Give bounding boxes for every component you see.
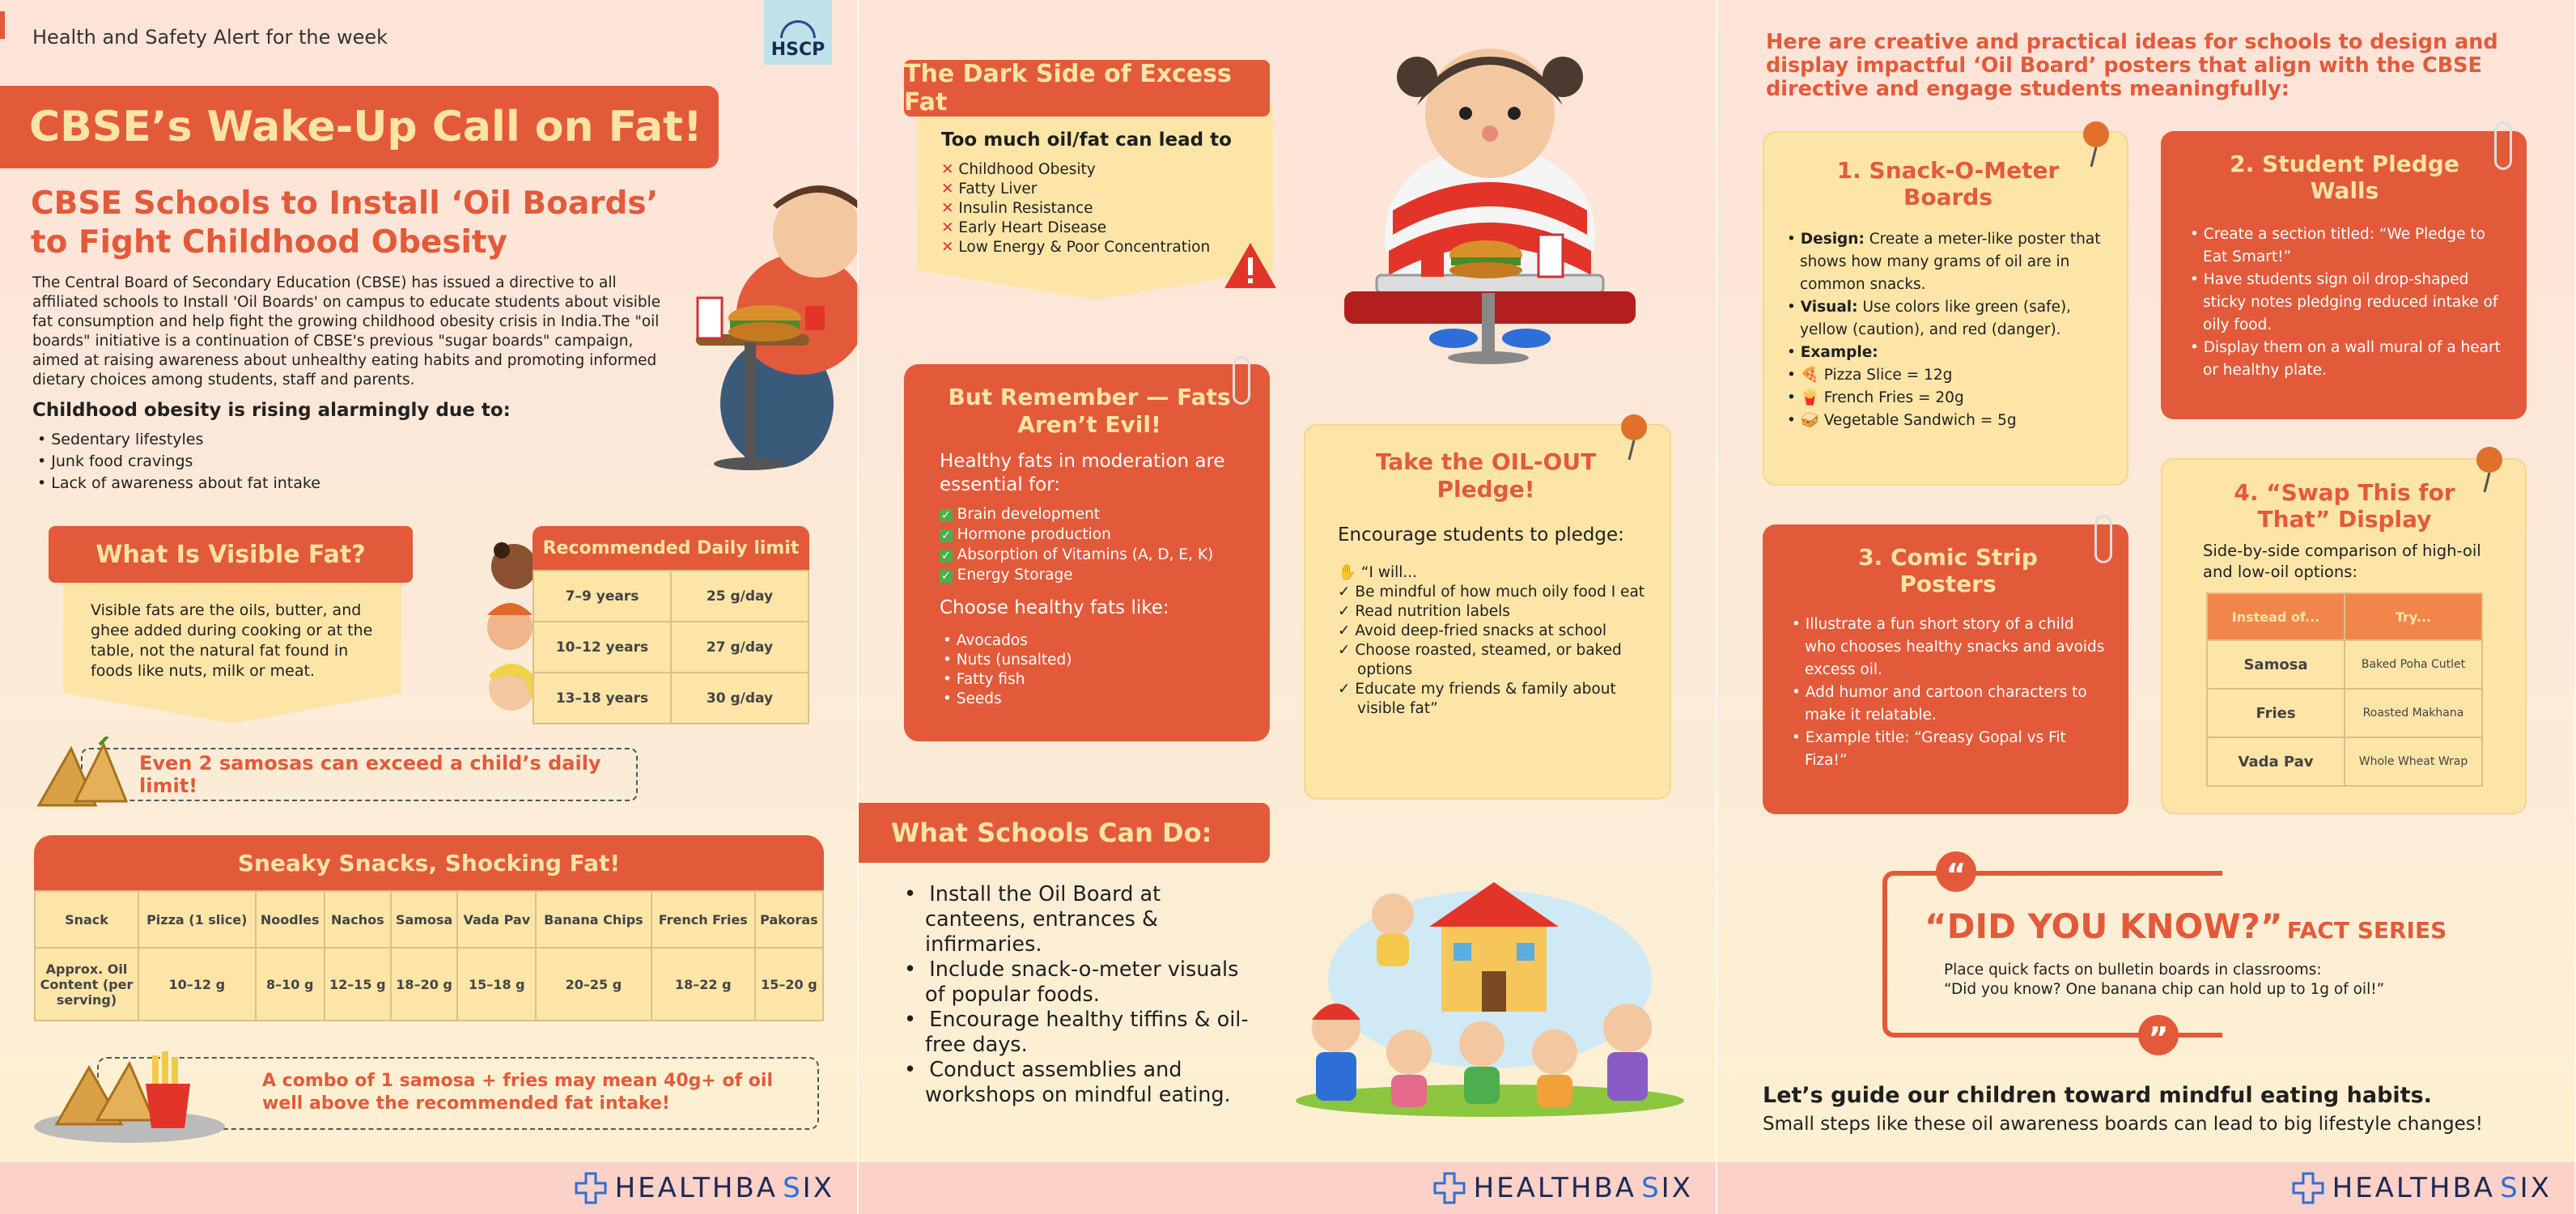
- snack-o-meter-list: [1779, 228, 2103, 432]
- remember-lead: Healthy fats in moderation are essential for:: [940, 451, 1225, 495]
- closing-heading: Let’s guide our children toward mindful eating habits.: [1763, 1083, 2432, 1108]
- dark-side-title: The Dark Side of Excess Fat: [904, 60, 1270, 117]
- healthbasix-logo: HEALTHBA S IX: [573, 1172, 834, 1204]
- intro-paragraph: The Central Board of Secondary Education (CBSE) has issued a directive to all affiliated schools to Install 'Oil Boards' on campus to educate students about visible fat consumption and help fight the growing childhood obesity crisis in India.The "oil boards" initiative is a continuation of CBSE's previous "sugar boards" campaign, aimed at raising awareness about unhealthy eating habits and promoting informed dietary choices among students, staff and parents.: [32, 274, 661, 388]
- daily-limit-table: [533, 526, 809, 724]
- list-item: ✓ Absorption of Vitamins (A, D, E, K): [941, 546, 1214, 563]
- list-item: • Sedentary lifestyles: [37, 431, 204, 448]
- list-item: • Avocados: [943, 632, 1028, 649]
- list-item: ✕ Childhood Obesity: [941, 161, 1096, 178]
- list-item: • Design: Create a meter-like poster that shows how many grams of oil are in common snacks.: [1787, 231, 2101, 293]
- visible-fat-title: What Is Visible Fat?: [49, 526, 413, 583]
- comic-strip-list: [1784, 613, 2107, 772]
- list-item: ✕ Low Energy & Poor Concentration: [941, 239, 1211, 256]
- dark-side-list: [941, 160, 1210, 257]
- pledge-title: Take the OIL-OUT Pledge!: [1375, 448, 1597, 503]
- samosa-note-box: Even 2 samosas can exceed a child’s daily limit!: [81, 748, 638, 801]
- pledge-list: [1338, 563, 1645, 719]
- dyk-frame: [1882, 871, 2222, 1038]
- table-row: Approx. Oil Content (per serving) 10–12 g 8–10 g 12–15 g 18–20 g 15–18 g 20–25 g 18–22 g 15–20 g: [35, 948, 823, 1021]
- swap-title: 4. “Swap This for That” Display: [2234, 479, 2455, 533]
- ideas-intro: Here are creative and practical ideas for schools to design and display impactful ‘Oil Board’ posters that align with the CBSE directive and engage students meaningfully:: [1766, 30, 2498, 101]
- pledge-walls-list: [2182, 223, 2506, 382]
- table-row: Vada Pav Whole Wheat Wrap: [2207, 737, 2482, 786]
- cross-icon: [2290, 1172, 2328, 1204]
- table-row: Instead of... Try...: [2207, 593, 2482, 640]
- list-item: • Illustrate a fun short story of a child who chooses healthy snacks and avoids excess oil.: [1792, 616, 2105, 678]
- page-3: [1717, 0, 2576, 1214]
- list-item: ✓ Be mindful of how much oily food I eat: [1338, 584, 1645, 601]
- combo-note-box: A combo of 1 samosa + fries may mean 40g+ of oil well above the recommended fat intake!: [97, 1057, 819, 1130]
- cross-icon: [1432, 1172, 1469, 1204]
- list-item: ✓ Energy Storage: [941, 567, 1073, 584]
- closing-text: Small steps like these oil awareness boards can lead to big lifestyle changes!: [1763, 1114, 2483, 1135]
- quote-close-icon: ”: [2138, 1015, 2179, 1055]
- healthbasix-logo: HEALTHBA S IX: [1432, 1172, 1693, 1204]
- logo-arc-icon: [780, 20, 816, 38]
- list-item: ✓ Educate my friends & family about visible fat”: [1338, 681, 1616, 717]
- list-item: • Fatty fish: [943, 671, 1025, 688]
- subtitle: CBSE Schools to Install ‘Oil Boards’ to Fight Childhood Obesity: [31, 185, 659, 261]
- list-item: • Have students sign oil drop-shaped sticky notes pledging reduced intake of oily food.: [2190, 271, 2498, 333]
- list-item: ✓ Avoid deep-fried snacks at school: [1338, 622, 1607, 639]
- list-item: ✓ Read nutrition labels: [1338, 603, 1510, 620]
- table-row: 13–18 years 30 g/day: [533, 673, 808, 724]
- warning-icon: [1223, 241, 1278, 290]
- schools-title: What Schools Can Do:: [859, 803, 1270, 863]
- list-item: ✕ Insulin Resistance: [941, 200, 1093, 217]
- list-item: • Encourage healthy tiffins & oil-free days.: [904, 1008, 1249, 1057]
- list-item: • Example:: [1787, 344, 1878, 361]
- paperclip-icon: [2094, 515, 2112, 563]
- list-item: • 🍕 Pizza Slice = 12g: [1787, 367, 1953, 384]
- list-item: ✕ Fatty Liver: [941, 180, 1038, 197]
- remember-title: But Remember — Fats Aren’t Evil!: [948, 384, 1231, 438]
- list-item: • Nuts (unsalted): [943, 652, 1072, 669]
- comic-strip-title: 3. Comic Strip Posters: [1858, 544, 2038, 597]
- pushpin-icon: [2473, 445, 2506, 494]
- list-item: • Add humor and cartoon characters to make it relatable.: [1792, 684, 2087, 724]
- hscp-logo: HSCP: [764, 0, 832, 65]
- list-item: ✓ Choose roasted, steamed, or baked options: [1338, 642, 1622, 678]
- dark-side-lead: Too much oil/fat can lead to: [941, 129, 1232, 151]
- table-row: Samosa Baked Poha Cutlet: [2207, 640, 2482, 689]
- list-item: • Include snack-o-meter visuals of popular foods.: [904, 957, 1239, 1007]
- visible-fat-text: Visible fats are the oils, butter, and ghee added during cooking or at the table, not the natural fat found in foods like nuts, milk or meat.: [91, 601, 373, 680]
- main-banner: CBSE’s Wake-Up Call on Fat!: [0, 86, 719, 168]
- list-item: • Lack of awareness about fat intake: [37, 474, 320, 492]
- pledge-lead: Encourage students to pledge:: [1338, 524, 1624, 545]
- pledge-walls-title: 2. Student Pledge Walls: [2230, 151, 2459, 204]
- page-header: Health and Safety Alert for the week: [32, 26, 388, 49]
- choose-list: [943, 631, 1072, 709]
- samosa-fries-plate-icon: [32, 1039, 235, 1144]
- list-item: ✋ “I will...: [1338, 564, 1418, 581]
- snacks-title: Sneaky Snacks, Shocking Fat!: [34, 835, 824, 890]
- boy-eating-illustration: [680, 176, 859, 476]
- dyk-text-2: “Did you know? One banana chip can hold up to 1g of oil!”: [1944, 981, 2385, 998]
- remember-list: [940, 505, 1213, 586]
- snacks-table-block: [34, 835, 824, 1021]
- samosa-icon: [31, 736, 128, 809]
- pushpin-icon: [2080, 120, 2112, 168]
- table-row: 7–9 years 25 g/day: [533, 571, 808, 622]
- dyk-title: “DID YOU KNOW?” FACT SERIES: [1925, 906, 2447, 946]
- list-item: • Junk food cravings: [37, 452, 193, 470]
- dyk-text-1: Place quick facts on bulletin boards in classrooms:: [1944, 961, 2322, 978]
- swap-table: [2206, 592, 2483, 787]
- page-2: [859, 0, 1717, 1214]
- list-item: • Conduct assemblies and workshops on mindful eating.: [904, 1058, 1231, 1107]
- table-row: Snack Pizza (1 slice) Noodles Nachos Samosa Vada Pav Banana Chips French Fries Pakoras: [35, 891, 823, 948]
- list-item: • Example title: “Greasy Gopal vs Fit Fiza!”: [1792, 729, 2066, 769]
- snack-o-meter-title: 1. Snack-O-Meter Boards: [1836, 157, 2060, 210]
- girl-eating-illustration: [1320, 32, 1660, 372]
- kids-school-illustration: [1288, 866, 1692, 1117]
- list-item: • Visual: Use colors like green (safe), yellow (caution), and red (danger).: [1787, 299, 2072, 338]
- list-item: • Display them on a wall mural of a heart or healthy plate.: [2190, 339, 2501, 379]
- quote-open-icon: “: [1936, 851, 1976, 892]
- rising-heading: Childhood obesity is rising alarmingly due to:: [32, 400, 511, 421]
- daily-limit-title: Recommended Daily limit: [533, 526, 809, 570]
- list-item: ✕ Early Heart Disease: [941, 219, 1107, 236]
- cross-icon: [573, 1172, 610, 1204]
- list-item: • Create a section titled: “We Pledge to Eat Smart!”: [2190, 226, 2485, 265]
- header-marker: [0, 11, 5, 39]
- swap-lead: Side-by-side comparison of high-oil and low-oil options:: [2203, 541, 2481, 581]
- paperclip-icon: [2494, 121, 2512, 170]
- list-item: ✓ Hormone production: [941, 526, 1111, 543]
- table-row: 10–12 years 27 g/day: [533, 622, 808, 673]
- list-item: ✓ Brain development: [941, 506, 1101, 523]
- list-item: • 🥪 Vegetable Sandwich = 5g: [1787, 412, 2017, 429]
- page-1: [0, 0, 859, 1214]
- schools-list: [904, 882, 1260, 1108]
- rising-list: [37, 429, 320, 495]
- list-item: • 🍟 French Fries = 20g: [1787, 389, 1964, 406]
- list-item: • Seeds: [943, 690, 1002, 707]
- table-row: Fries Roasted Makhana: [2207, 689, 2482, 737]
- choose-lead: Choose healthy fats like:: [940, 597, 1169, 618]
- list-item: • Install the Oil Board at canteens, entrances & infirmaries.: [904, 882, 1161, 957]
- healthbasix-logo: HEALTHBA S IX: [2290, 1172, 2552, 1204]
